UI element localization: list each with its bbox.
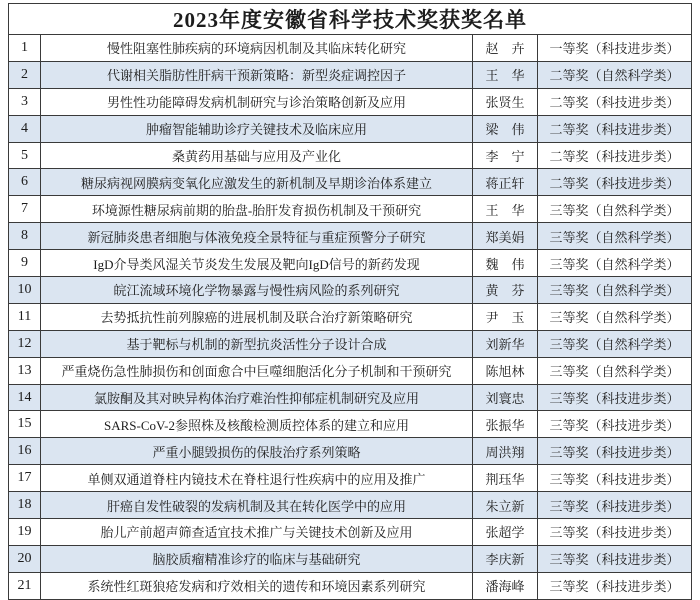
award-level: 二等奖（科技进步类） [538,142,692,169]
table-row [9,115,692,142]
row-number: 2 [9,61,41,88]
award-level: 三等奖（自然科学类） [538,277,692,304]
award-level: 三等奖（科技进步类） [538,545,692,572]
title-row [9,4,692,35]
project-title: 基于靶标与机制的新型抗炎活性分子设计合成 [41,330,473,357]
project-title: 环境源性糖尿病前期的胎盘-胎肝发育损伤机制及干预研究 [41,196,473,223]
project-title: 新冠肺炎患者细胞与体液免疫全景特征与重症预警分子研究 [41,223,473,250]
row-number: 5 [9,142,41,169]
winner-name: 郑美娟 [473,223,538,250]
winner-name: 陈旭林 [473,357,538,384]
project-title: 桑黄药用基础与应用及产业化 [41,142,473,169]
winner-name: 王 华 [473,196,538,223]
project-title: IgD介导类风湿关节炎发生发展及靶向IgD信号的新药发现 [41,250,473,277]
winner-name: 刘寰忠 [473,384,538,411]
project-title: 严重小腿毁损伤的保肢治疗系列策略 [41,438,473,465]
table-row [9,303,692,330]
winner-name: 尹 玉 [473,303,538,330]
row-number: 10 [9,277,41,304]
project-title: 胎儿产前超声筛查适宜技术推广与关键技术创新及应用 [41,519,473,546]
award-level: 三等奖（自然科学类） [538,357,692,384]
row-number: 15 [9,411,41,438]
table-row [9,519,692,546]
project-title: SARS-CoV-2参照株及核酸检测质控体系的建立和应用 [41,411,473,438]
award-table [8,3,692,600]
award-level: 三等奖（科技进步类） [538,411,692,438]
row-number: 9 [9,250,41,277]
award-level: 三等奖（自然科学类） [538,303,692,330]
project-title: 去势抵抗性前列腺癌的进展机制及联合治疗新策略研究 [41,303,473,330]
award-level: 三等奖（科技进步类） [538,384,692,411]
table-row [9,492,692,519]
award-level: 三等奖（自然科学类） [538,250,692,277]
award-level: 一等奖（科技进步类） [538,35,692,62]
project-title: 肝癌自发性破裂的发病机制及其在转化医学中的应用 [41,492,473,519]
award-level: 二等奖（科技进步类） [538,88,692,115]
table-row [9,545,692,572]
project-title: 氯胺酮及其对映异构体治疗难治性抑郁症机制研究及应用 [41,384,473,411]
award-level: 三等奖（自然科学类） [538,223,692,250]
row-number: 3 [9,88,41,115]
table-row [9,35,692,62]
award-level: 三等奖（自然科学类） [538,196,692,223]
project-title: 单侧双通道脊柱内镜技术在脊柱退行性疾病中的应用及推广 [41,465,473,492]
table-row [9,196,692,223]
row-number: 19 [9,519,41,546]
project-title: 肿瘤智能辅助诊疗关键技术及临床应用 [41,115,473,142]
winner-name: 梁 伟 [473,115,538,142]
row-number: 16 [9,438,41,465]
project-title: 皖江流域环境化学物暴露与慢性病风险的系列研究 [41,277,473,304]
table-row [9,277,692,304]
award-level: 二等奖（科技进步类） [538,169,692,196]
winner-name: 蒋正轩 [473,169,538,196]
row-number: 14 [9,384,41,411]
award-level: 三等奖（科技进步类） [538,438,692,465]
award-level: 二等奖（科技进步类） [538,115,692,142]
winner-name: 荆珏华 [473,465,538,492]
winner-name: 王 华 [473,61,538,88]
award-level: 三等奖（科技进步类） [538,465,692,492]
project-title: 代谢相关脂肪性肝病干预新策略：新型炎症调控因子 [41,61,473,88]
winner-name: 周洪翔 [473,438,538,465]
table-row [9,411,692,438]
winner-name: 朱立新 [473,492,538,519]
award-level: 三等奖（自然科学类） [538,330,692,357]
award-level: 二等奖（自然科学类） [538,61,692,88]
project-title: 脑胶质瘤精准诊疗的临床与基础研究 [41,545,473,572]
table-row [9,357,692,384]
award-level: 三等奖（科技进步类） [538,519,692,546]
table-row [9,330,692,357]
winner-name: 魏 伟 [473,250,538,277]
table-row [9,169,692,196]
winner-name: 潘海峰 [473,572,538,599]
project-title: 慢性阻塞性肺疾病的环境病因机制及其临床转化研究 [41,35,473,62]
winner-name: 赵 卉 [473,35,538,62]
winner-name: 李庆新 [473,545,538,572]
winner-name: 张振华 [473,411,538,438]
project-title: 糖尿病视网膜病变氧化应激发生的新机制及早期诊治体系建立 [41,169,473,196]
table-row [9,61,692,88]
award-level: 三等奖（科技进步类） [538,492,692,519]
table-row [9,465,692,492]
project-title: 系统性红斑狼疮发病和疗效相关的遗传和环境因素系列研究 [41,572,473,599]
table-row [9,88,692,115]
winner-name: 黄 芬 [473,277,538,304]
table-row [9,142,692,169]
table-row [9,223,692,250]
row-number: 1 [9,35,41,62]
winner-name: 李 宁 [473,142,538,169]
row-number: 7 [9,196,41,223]
table-row [9,438,692,465]
winner-name: 刘新华 [473,330,538,357]
row-number: 4 [9,115,41,142]
project-title: 男性性功能障碍发病机制研究与诊治策略创新及应用 [41,88,473,115]
page-title: 2023年度安徽省科学技术奖获奖名单 [9,4,692,35]
winner-name: 张超学 [473,519,538,546]
row-number: 20 [9,545,41,572]
project-title: 严重烧伤急性肺损伤和创面愈合中巨噬细胞活化分子机制和干预研究 [41,357,473,384]
row-number: 8 [9,223,41,250]
table-row [9,384,692,411]
table-row [9,572,692,599]
row-number: 12 [9,330,41,357]
row-number: 21 [9,572,41,599]
row-number: 11 [9,303,41,330]
row-number: 6 [9,169,41,196]
row-number: 17 [9,465,41,492]
row-number: 13 [9,357,41,384]
winner-name: 张贤生 [473,88,538,115]
award-level: 三等奖（科技进步类） [538,572,692,599]
table-row [9,250,692,277]
row-number: 18 [9,492,41,519]
